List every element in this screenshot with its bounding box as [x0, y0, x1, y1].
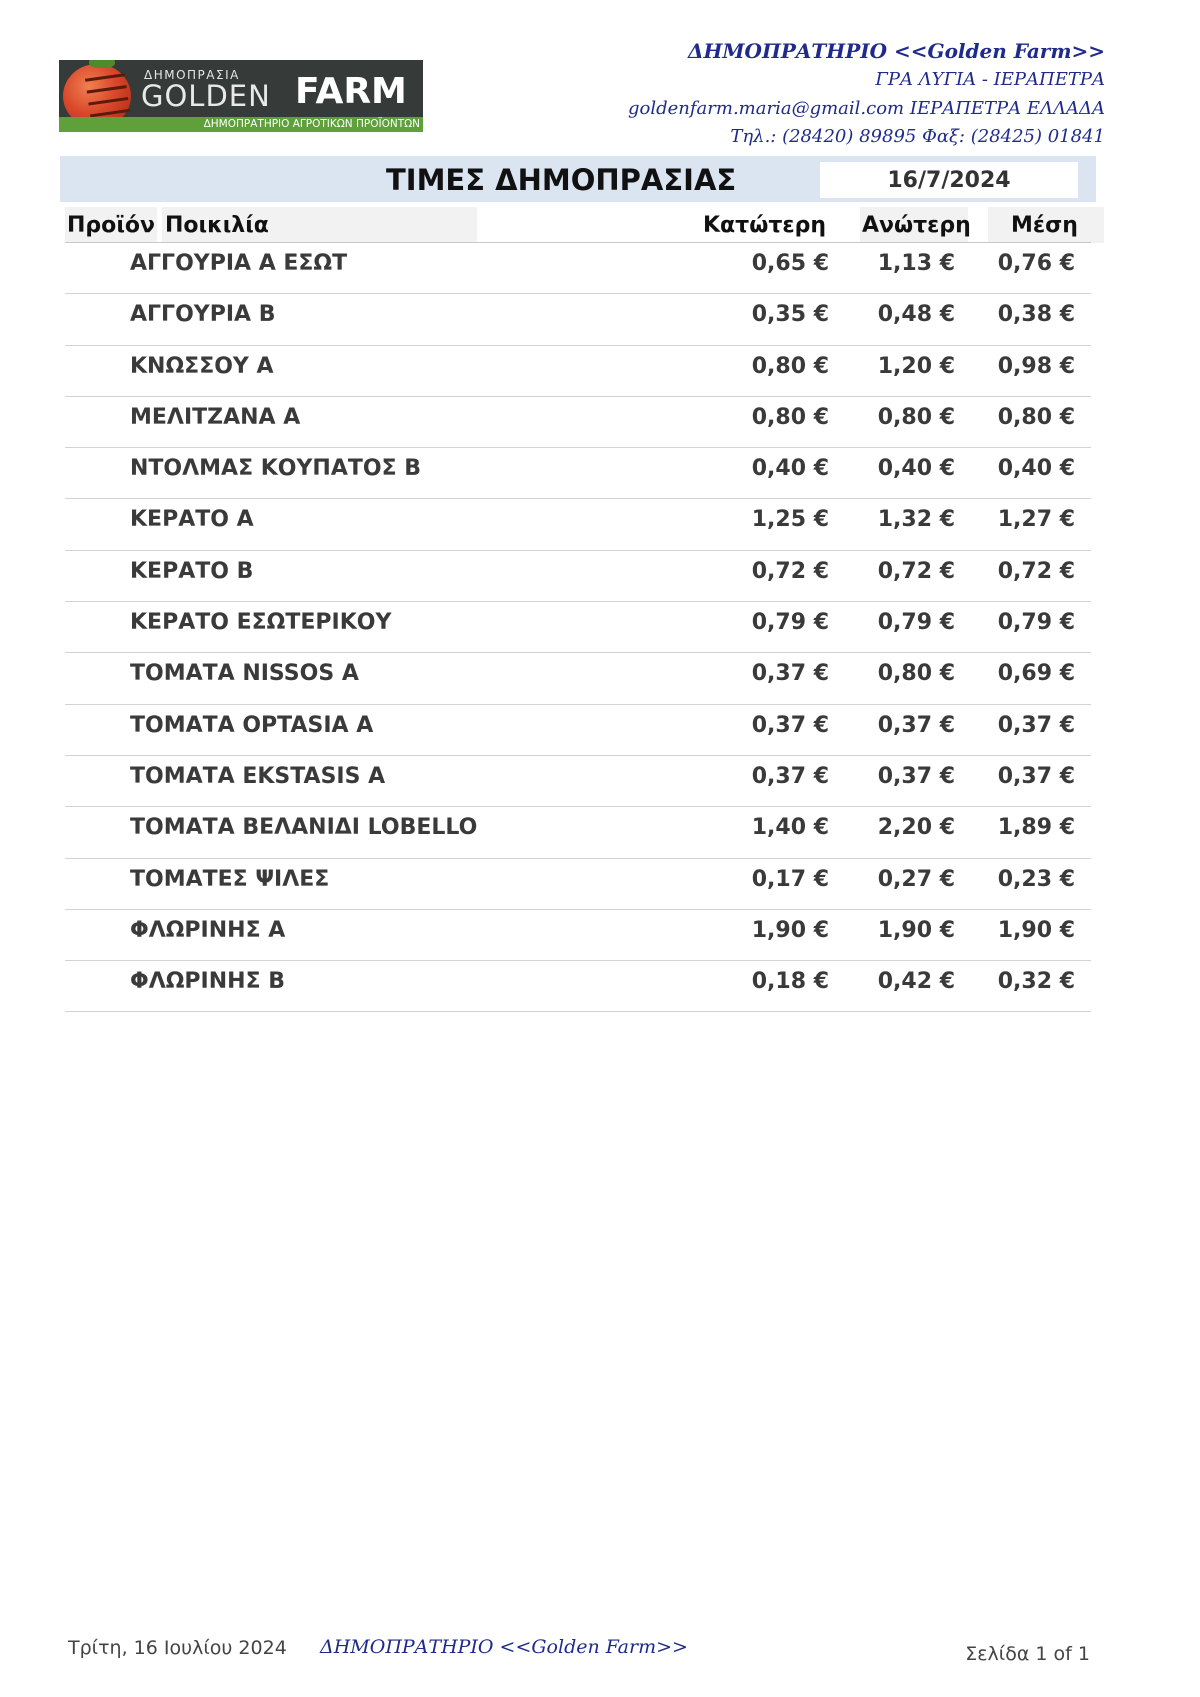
table-row [65, 705, 1091, 756]
company-phone: Τηλ.: (28420) 89895 Φαξ: (28425) 01841 [730, 126, 1105, 147]
footer-date: Τρίτη, 16 Ιουλίου 2024 [68, 1637, 287, 1659]
table-row [65, 499, 1091, 550]
table-row [65, 294, 1091, 345]
report-title: ΤΙΜΕΣ ΔΗΜΟΠΡΑΣΙΑΣ [386, 163, 737, 197]
max-price: 1,90 € [877, 917, 955, 943]
max-price: 0,80 € [877, 661, 955, 687]
product-name: ΚΕΡΑΤΟ Β [130, 558, 254, 584]
product-name: ΤΟΜΑΤΑ ΒΕΛΑΝΙΔΙ LOBELLO [130, 815, 478, 841]
footer-company: ΔΗΜΟΠΡΑΤΗΡΙΟ <<Golden Farm>> [320, 1636, 688, 1658]
table-row [65, 346, 1091, 397]
min-price: 0,65 € [751, 251, 829, 276]
avg-price: 1,90 € [997, 917, 1075, 943]
product-name: ΑΓΓΟΥΡΙΑ Α ΕΣΩΤ [130, 251, 348, 276]
company-name: ΔΗΜΟΠΡΑΤΗΡΙΟ <<Golden Farm>> [687, 39, 1105, 63]
product-name: ΝΤΟΛΜΑΣ ΚΟΥΠΑΤΟΣ Β [130, 456, 422, 482]
max-price: 0,80 € [877, 404, 955, 430]
table-row [65, 602, 1091, 653]
leaf-icon [89, 60, 115, 68]
avg-price: 1,27 € [997, 507, 1075, 533]
product-name: ΚΕΡΑΤΟ Α [130, 507, 254, 533]
column-header-product: Προϊόν [67, 213, 155, 238]
max-price: 0,42 € [877, 969, 955, 995]
avg-price: 0,37 € [997, 763, 1075, 789]
column-header-max: Ανώτερη [862, 213, 971, 238]
product-name: ΤΟΜΑΤΑ OPTASIA A [130, 712, 374, 738]
avg-price: 0,38 € [997, 302, 1075, 328]
logo-strip [59, 117, 423, 132]
max-price: 0,27 € [877, 866, 955, 892]
min-price: 0,40 € [751, 456, 829, 482]
min-price: 0,80 € [751, 404, 829, 430]
avg-price: 0,40 € [997, 456, 1075, 482]
min-price: 0,72 € [751, 558, 829, 584]
table-row [65, 551, 1091, 602]
max-price: 0,48 € [877, 302, 955, 328]
logo-subtitle: ΔΗΜΟΠΡΑΤΗΡΙΟ ΑΓΡΟΤΙΚΩΝ ΠΡΟΪΟΝΤΩΝ [203, 118, 420, 130]
table-row [65, 859, 1091, 910]
avg-price: 0,23 € [997, 866, 1075, 892]
column-header-avg: Μέση [1011, 213, 1078, 238]
max-price: 1,32 € [877, 507, 955, 533]
column-header-min: Κατώτερη [703, 213, 827, 238]
min-price: 0,18 € [751, 969, 829, 995]
table-row [65, 961, 1091, 1012]
avg-price: 0,69 € [997, 661, 1075, 687]
max-price: 1,13 € [877, 251, 955, 276]
min-price: 1,40 € [751, 815, 829, 841]
avg-price: 0,76 € [997, 251, 1075, 276]
avg-price: 0,79 € [997, 610, 1075, 636]
column-header-variety: Ποικιλία [165, 213, 269, 238]
avg-price: 0,80 € [997, 404, 1075, 430]
min-price: 1,25 € [751, 507, 829, 533]
min-price: 0,37 € [751, 712, 829, 738]
avg-price: 0,72 € [997, 558, 1075, 584]
product-name: ΚΕΡΑΤΟ ΕΣΩΤΕΡΙΚΟΥ [130, 610, 392, 636]
min-price: 0,37 € [751, 763, 829, 789]
max-price: 0,79 € [877, 610, 955, 636]
avg-price: 0,98 € [997, 353, 1075, 379]
table-row [65, 243, 1091, 294]
min-price: 1,90 € [751, 917, 829, 943]
report-date: 16/7/2024 [887, 168, 1011, 193]
product-name: ΚΝΩΣΣΟΥ Α [130, 353, 274, 379]
product-name: ΦΛΩΡΙΝΗΣ Α [130, 917, 286, 943]
max-price: 0,37 € [877, 763, 955, 789]
max-price: 0,37 € [877, 712, 955, 738]
product-name: ΤΟΜΑΤΑ NISSOS A [130, 661, 359, 687]
company-location: ΓΡΑ ΛΥΓΙΑ - ΙΕΡΑΠΕΤΡΑ [875, 69, 1105, 90]
max-price: 0,40 € [877, 456, 955, 482]
min-price: 0,37 € [751, 661, 829, 687]
table-row [65, 756, 1091, 807]
min-price: 0,80 € [751, 353, 829, 379]
max-price: 2,20 € [877, 815, 955, 841]
logo-small-text: ΔΗΜΟΠΡΑΣΙΑ [144, 68, 240, 82]
table-row [65, 653, 1091, 704]
logo-farm-text: FARM [295, 71, 407, 112]
avg-price: 0,32 € [997, 969, 1075, 995]
max-price: 1,20 € [877, 353, 955, 379]
avg-price: 1,89 € [997, 815, 1075, 841]
company-logo [59, 60, 423, 132]
product-name: ΦΛΩΡΙΝΗΣ Β [130, 969, 286, 995]
product-name: ΤΟΜΑΤΕΣ ΨΙΛΕΣ [130, 866, 330, 892]
company-contact: goldenfarm.maria@gmail.com ΙΕΡΑΠΕΤΡΑ ΕΛΛΑΔΑ [628, 98, 1105, 119]
min-price: 0,79 € [751, 610, 829, 636]
table-row [65, 807, 1091, 858]
table-row [65, 910, 1091, 961]
logo-golden-text: GOLDEN [141, 79, 271, 113]
min-price: 0,17 € [751, 866, 829, 892]
price-table [0, 243, 1200, 1012]
avg-price: 0,37 € [997, 712, 1075, 738]
product-name: ΑΓΓΟΥΡΙΑ Β [130, 302, 276, 328]
max-price: 0,72 € [877, 558, 955, 584]
table-row [65, 397, 1091, 448]
footer-page-number: Σελίδα 1 of 1 [965, 1643, 1090, 1665]
min-price: 0,35 € [751, 302, 829, 328]
product-name: ΜΕΛΙΤΖΑΝΑ Α [130, 404, 301, 430]
table-row [65, 448, 1091, 499]
product-name: ΤΟΜΑΤΑ EKSTASIS A [130, 763, 386, 789]
